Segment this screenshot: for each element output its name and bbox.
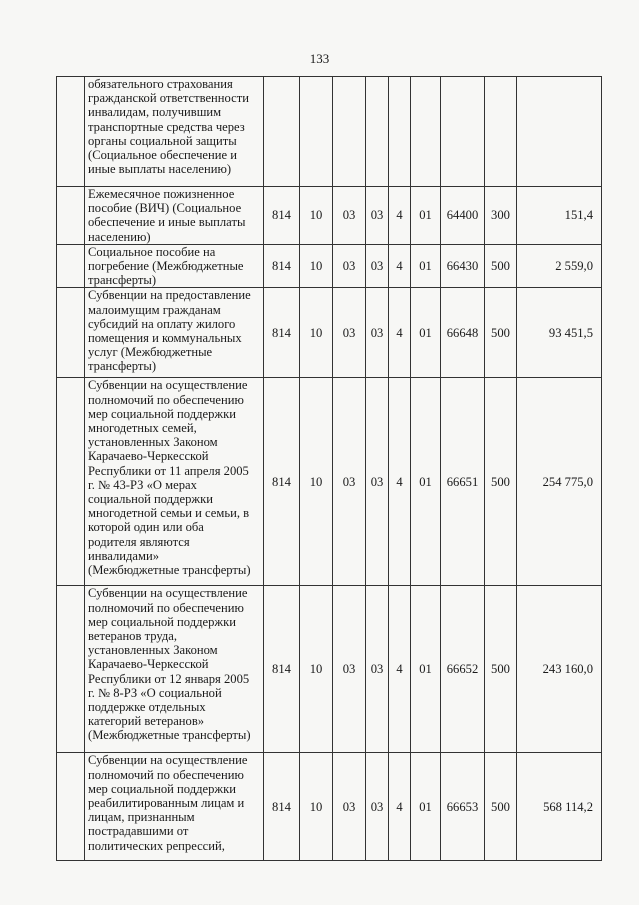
subprogram-code-cell xyxy=(389,77,411,187)
program-code-cell xyxy=(366,77,389,187)
description-line: иные выплаты населению) xyxy=(88,162,232,177)
direction-code-cell: 66653 xyxy=(441,753,485,861)
budget-table xyxy=(56,76,602,861)
description-line: населению) xyxy=(88,229,151,244)
ministry-code-cell: 814 xyxy=(264,288,300,378)
ministry-code-cell: 814 xyxy=(264,753,300,861)
description-line: лицам, признанным xyxy=(88,810,195,825)
description-line: трансферты) xyxy=(88,359,157,374)
description-line: Республики от 11 апреля 2005 xyxy=(88,463,249,478)
subprogram-code-cell: 4 xyxy=(389,586,411,753)
subprogram-code-cell: 4 xyxy=(389,244,411,288)
description-line: многодетной семьи и семьи, в xyxy=(88,506,250,521)
description-cell xyxy=(85,753,264,861)
description-line: малоимущим гражданам xyxy=(88,302,221,317)
ministry-code-cell: 814 xyxy=(264,586,300,753)
description-line: Субвенции на предоставление xyxy=(88,288,251,303)
program-code-cell: 03 xyxy=(366,586,389,753)
subprogram-code-cell: 4 xyxy=(389,378,411,586)
amount-cell: 254 775,0 xyxy=(517,378,602,586)
main-event-code-cell: 01 xyxy=(411,244,441,288)
description-line: (Межбюджетные трансферты) xyxy=(88,563,251,578)
amount-cell: 243 160,0 xyxy=(517,586,602,753)
description-line: транспортные средства через xyxy=(88,119,245,134)
description-line: полномочий по обеспечению xyxy=(88,767,244,782)
table-row xyxy=(57,753,602,861)
description-line: органы социальной защиты xyxy=(88,133,237,148)
description-cell xyxy=(85,187,264,245)
page-number: 133 xyxy=(309,51,330,66)
section-code-cell: 10 xyxy=(300,753,333,861)
program-code-cell: 03 xyxy=(366,288,389,378)
direction-code-cell xyxy=(441,77,485,187)
empty-cell xyxy=(57,586,85,753)
table-row xyxy=(57,77,602,187)
main-event-code-cell: 01 xyxy=(411,288,441,378)
subprogram-code-cell: 4 xyxy=(389,187,411,245)
description-line: (Межбюджетные трансферты) xyxy=(88,728,251,743)
description-line: реабилитированным лицам и xyxy=(88,796,245,811)
empty-cell xyxy=(57,288,85,378)
description-line: помещения и коммунальных xyxy=(88,331,242,346)
direction-code-cell: 66652 xyxy=(441,586,485,753)
direction-code-cell: 66430 xyxy=(441,244,485,288)
program-code-cell: 03 xyxy=(366,244,389,288)
description-line: Ежемесячное пожизненное xyxy=(88,187,235,201)
expense-type-cell: 500 xyxy=(485,753,517,861)
description-line: полномочий по обеспечению xyxy=(88,392,244,407)
description-line: Субвенции на осуществление xyxy=(88,378,248,393)
section-code-cell: 10 xyxy=(300,586,333,753)
subsection-code-cell: 03 xyxy=(333,378,366,586)
ministry-code-cell xyxy=(264,77,300,187)
description-line: Социальное пособие на xyxy=(88,244,216,259)
description-line: обязательного страхования xyxy=(88,77,233,91)
main-event-code-cell: 01 xyxy=(411,753,441,861)
section-code-cell: 10 xyxy=(300,288,333,378)
description-cell xyxy=(85,77,264,187)
subsection-code-cell: 03 xyxy=(333,586,366,753)
description-line: Субвенции на осуществление xyxy=(88,586,248,601)
direction-code-cell: 64400 xyxy=(441,187,485,245)
description-line: г. № 43-РЗ «О мерах xyxy=(88,477,197,492)
ministry-code-cell: 814 xyxy=(264,187,300,245)
description-line: мер социальной поддержки xyxy=(88,614,236,629)
direction-code-cell: 66651 xyxy=(441,378,485,586)
ministry-code-cell: 814 xyxy=(264,244,300,288)
main-event-code-cell: 01 xyxy=(411,187,441,245)
main-event-code-cell: 01 xyxy=(411,586,441,753)
subsection-code-cell: 03 xyxy=(333,288,366,378)
description-line: социальной поддержки xyxy=(88,492,213,507)
subsection-code-cell xyxy=(333,77,366,187)
description-line: трансферты) xyxy=(88,273,157,288)
section-code-cell: 10 xyxy=(300,187,333,245)
subprogram-code-cell: 4 xyxy=(389,288,411,378)
description-line: услуг (Межбюджетные xyxy=(88,345,213,360)
amount-cell: 151,4 xyxy=(517,187,602,245)
table-row xyxy=(57,288,602,378)
amount-cell: 2 559,0 xyxy=(517,244,602,288)
description-line: политических репрессий, xyxy=(88,838,225,853)
expense-type-cell: 300 xyxy=(485,187,517,245)
description-line: категорий ветеранов» xyxy=(88,714,205,729)
subsection-code-cell: 03 xyxy=(333,244,366,288)
description-line: гражданской ответственности xyxy=(88,91,249,106)
program-code-cell: 03 xyxy=(366,753,389,861)
amount-cell xyxy=(517,77,602,187)
description-line: Карачаево-Черкесской xyxy=(88,657,209,672)
expense-type-cell: 500 xyxy=(485,288,517,378)
subsection-code-cell: 03 xyxy=(333,753,366,861)
description-line: субсидий на оплату жилого xyxy=(88,316,236,331)
description-line: Республики от 12 января 2005 xyxy=(88,671,250,686)
main-event-code-cell xyxy=(411,77,441,187)
empty-cell xyxy=(57,244,85,288)
description-line: Карачаево-Черкесской xyxy=(88,449,209,464)
section-code-cell: 10 xyxy=(300,378,333,586)
empty-cell xyxy=(57,753,85,861)
description-line: пострадавшими от xyxy=(88,824,189,839)
description-line: инвалидам, получившим xyxy=(88,105,222,120)
description-cell xyxy=(85,378,264,586)
expense-type-cell: 500 xyxy=(485,378,517,586)
table-row xyxy=(57,187,602,245)
ministry-code-cell: 814 xyxy=(264,378,300,586)
amount-cell: 93 451,5 xyxy=(517,288,602,378)
table-row xyxy=(57,378,602,586)
expense-type-cell xyxy=(485,77,517,187)
description-line: инвалидами» xyxy=(88,548,159,563)
description-line: обеспечение и иные выплаты xyxy=(88,215,246,230)
description-line: (Социальное обеспечение и xyxy=(88,148,237,163)
main-event-code-cell: 01 xyxy=(411,378,441,586)
expense-type-cell: 500 xyxy=(485,244,517,288)
description-cell xyxy=(85,586,264,753)
direction-code-cell: 66648 xyxy=(441,288,485,378)
description-line: которой один или оба xyxy=(88,520,204,535)
description-line: родителя являются xyxy=(88,534,190,549)
expense-type-cell: 500 xyxy=(485,586,517,753)
description-line: ветеранов труда, xyxy=(88,629,178,644)
subprogram-code-cell: 4 xyxy=(389,753,411,861)
empty-cell xyxy=(57,378,85,586)
description-line: Субвенции на осуществление xyxy=(88,753,248,768)
description-line: мер социальной поддержки xyxy=(88,781,236,796)
empty-cell xyxy=(57,187,85,245)
description-line: мер социальной поддержки xyxy=(88,406,236,421)
table-row xyxy=(57,244,602,288)
description-cell xyxy=(85,244,264,288)
program-code-cell: 03 xyxy=(366,187,389,245)
program-code-cell: 03 xyxy=(366,378,389,586)
description-line: г. № 8-РЗ «О социальной xyxy=(88,685,222,700)
description-line: поддержке отдельных xyxy=(88,700,206,715)
amount-cell: 568 114,2 xyxy=(517,753,602,861)
description-cell xyxy=(85,288,264,378)
section-code-cell xyxy=(300,77,333,187)
description-line: погребение (Межбюджетные xyxy=(88,259,244,274)
description-line: пособие (ВИЧ) (Социальное xyxy=(88,201,242,216)
description-line: установленных Законом xyxy=(88,643,218,658)
table-row xyxy=(57,586,602,753)
section-code-cell: 10 xyxy=(300,244,333,288)
description-line: полномочий по обеспечению xyxy=(88,600,244,615)
empty-cell xyxy=(57,77,85,187)
subsection-code-cell: 03 xyxy=(333,187,366,245)
description-line: многодетных семей, xyxy=(88,421,197,436)
description-line: установленных Законом xyxy=(88,435,218,450)
